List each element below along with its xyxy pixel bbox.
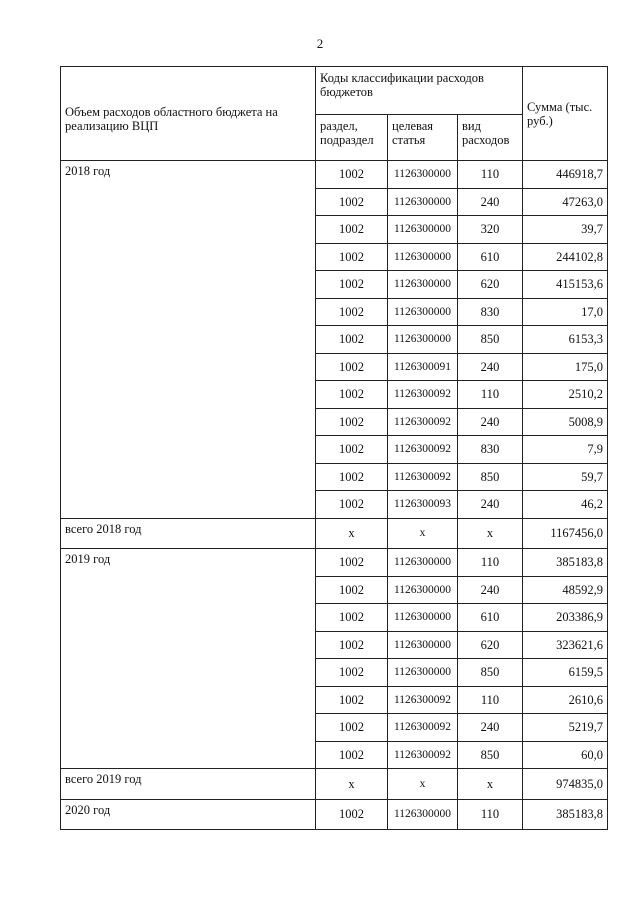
razdel-cell: 1002 (316, 381, 388, 409)
target-cell: 1126300093 (388, 491, 458, 519)
razdel-cell: 1002 (316, 631, 388, 659)
table-row (61, 161, 608, 189)
razdel-cell: 1002 (316, 353, 388, 381)
year-label: 2018 год (61, 161, 316, 519)
razdel-cell: 1002 (316, 491, 388, 519)
target-cell: 1126300000 (388, 576, 458, 604)
vid-cell: 610 (458, 243, 523, 271)
table-header (61, 67, 608, 161)
target-cell: 1126300000 (388, 216, 458, 244)
razdel-cell: 1002 (316, 686, 388, 714)
sum-cell: 6153,3 (523, 326, 608, 354)
sum-cell: 323621,6 (523, 631, 608, 659)
vid-cell: 620 (458, 271, 523, 299)
table-body (61, 161, 608, 830)
sum-cell: 17,0 (523, 298, 608, 326)
razdel-cell: 1002 (316, 604, 388, 632)
target-cell: х (388, 769, 458, 800)
razdel-cell: 1002 (316, 408, 388, 436)
razdel-cell: 1002 (316, 216, 388, 244)
header-sum: Сумма (тыс. руб.) (523, 67, 608, 161)
sum-cell: 1167456,0 (523, 518, 608, 549)
razdel-cell: 1002 (316, 188, 388, 216)
vid-cell: 240 (458, 714, 523, 742)
target-cell: 1126300092 (388, 436, 458, 464)
vid-cell: 110 (458, 799, 523, 830)
table-row (61, 799, 608, 830)
target-cell: 1126300000 (388, 631, 458, 659)
header-codes: Коды классификации расходов бюджетов (316, 67, 523, 115)
target-cell: 1126300092 (388, 381, 458, 409)
target-cell: 1126300000 (388, 161, 458, 189)
razdel-cell: 1002 (316, 576, 388, 604)
vid-cell: 620 (458, 631, 523, 659)
razdel-cell: х (316, 769, 388, 800)
vid-cell: 830 (458, 298, 523, 326)
sum-cell: 446918,7 (523, 161, 608, 189)
vid-cell: 110 (458, 161, 523, 189)
page-number: 2 (316, 36, 324, 51)
vid-cell: 320 (458, 216, 523, 244)
sum-cell: 47263,0 (523, 188, 608, 216)
target-cell: х (388, 518, 458, 549)
target-cell: 1126300092 (388, 741, 458, 769)
sum-cell: 5219,7 (523, 714, 608, 742)
vid-cell: 610 (458, 604, 523, 632)
sum-cell: 7,9 (523, 436, 608, 464)
vid-cell: 240 (458, 491, 523, 519)
target-cell: 1126300000 (388, 549, 458, 577)
razdel-cell: 1002 (316, 549, 388, 577)
target-cell: 1126300092 (388, 686, 458, 714)
vid-cell: 850 (458, 659, 523, 687)
razdel-cell: 1002 (316, 463, 388, 491)
sum-cell: 48592,9 (523, 576, 608, 604)
target-cell: 1126300000 (388, 799, 458, 830)
vid-cell: 850 (458, 326, 523, 354)
sum-cell: 385183,8 (523, 799, 608, 830)
sum-cell: 2610,6 (523, 686, 608, 714)
target-cell: 1126300000 (388, 243, 458, 271)
razdel-cell: 1002 (316, 659, 388, 687)
vid-cell: х (458, 518, 523, 549)
sum-cell: 385183,8 (523, 549, 608, 577)
target-cell: 1126300092 (388, 463, 458, 491)
sum-cell: 39,7 (523, 216, 608, 244)
razdel-cell: 1002 (316, 799, 388, 830)
sum-cell: 974835,0 (523, 769, 608, 800)
vid-cell: 240 (458, 576, 523, 604)
razdel-cell: 1002 (316, 714, 388, 742)
year-label: 2019 год (61, 549, 316, 769)
sum-cell: 415153,6 (523, 271, 608, 299)
target-cell: 1126300000 (388, 188, 458, 216)
vid-cell: 110 (458, 381, 523, 409)
vid-cell: 110 (458, 686, 523, 714)
sum-cell: 59,7 (523, 463, 608, 491)
razdel-cell: 1002 (316, 741, 388, 769)
razdel-cell: 1002 (316, 161, 388, 189)
year-label: 2020 год (61, 799, 316, 830)
target-cell: 1126300000 (388, 659, 458, 687)
header-target: целевая статья (388, 115, 458, 161)
header-razdel: раздел, подраздел (316, 115, 388, 161)
sum-cell: 203386,9 (523, 604, 608, 632)
total-label: всего 2019 год (61, 769, 316, 800)
vid-cell: 850 (458, 463, 523, 491)
table-row (61, 549, 608, 577)
target-cell: 1126300092 (388, 714, 458, 742)
sum-cell: 175,0 (523, 353, 608, 381)
razdel-cell: 1002 (316, 243, 388, 271)
vid-cell: 240 (458, 353, 523, 381)
total-row (61, 769, 608, 800)
sum-cell: 2510,2 (523, 381, 608, 409)
total-row (61, 518, 608, 549)
sum-cell: 60,0 (523, 741, 608, 769)
vid-cell: 240 (458, 408, 523, 436)
target-cell: 1126300000 (388, 271, 458, 299)
razdel-cell: 1002 (316, 436, 388, 464)
target-cell: 1126300092 (388, 408, 458, 436)
vid-cell: 850 (458, 741, 523, 769)
vid-cell: 240 (458, 188, 523, 216)
razdel-cell: х (316, 518, 388, 549)
vid-cell: 830 (458, 436, 523, 464)
razdel-cell: 1002 (316, 271, 388, 299)
header-vid: вид расходов (458, 115, 523, 161)
target-cell: 1126300000 (388, 298, 458, 326)
razdel-cell: 1002 (316, 298, 388, 326)
vid-cell: х (458, 769, 523, 800)
sum-cell: 6159,5 (523, 659, 608, 687)
header-volume: Объем расходов областного бюджета на реализацию ВЦП (61, 67, 316, 161)
sum-cell: 5008,9 (523, 408, 608, 436)
vid-cell: 110 (458, 549, 523, 577)
sum-cell: 244102,8 (523, 243, 608, 271)
total-label: всего 2018 год (61, 518, 316, 549)
sum-cell: 46,2 (523, 491, 608, 519)
target-cell: 1126300091 (388, 353, 458, 381)
target-cell: 1126300000 (388, 326, 458, 354)
target-cell: 1126300000 (388, 604, 458, 632)
razdel-cell: 1002 (316, 326, 388, 354)
budget-table (60, 66, 608, 830)
